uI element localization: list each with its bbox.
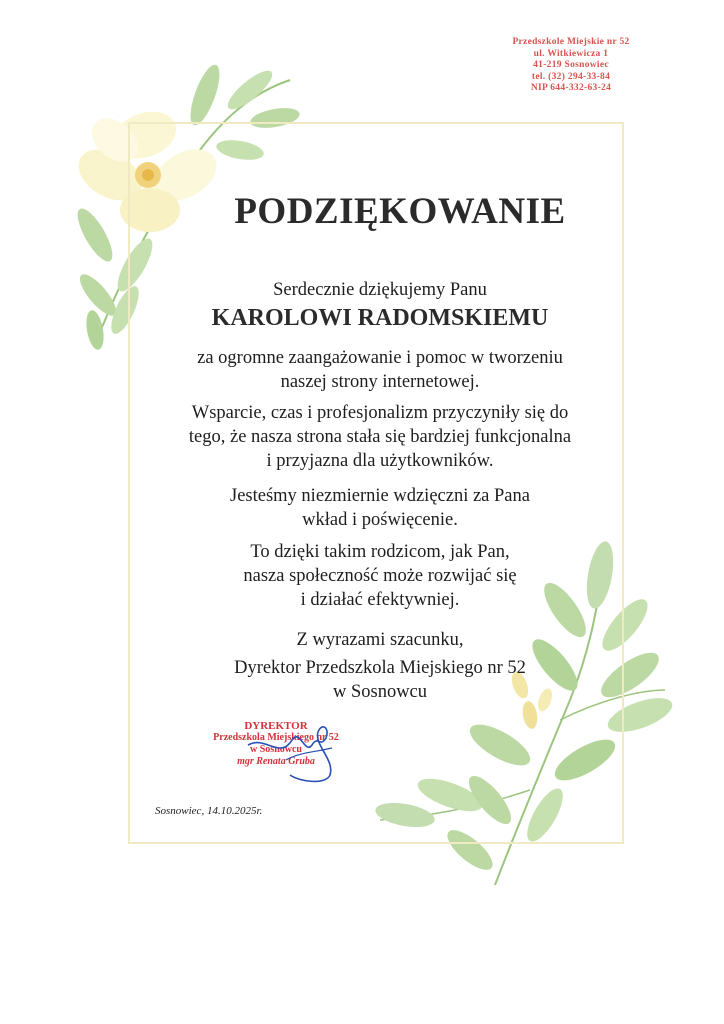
paragraph-line: za ogromne zaangażowanie i pomoc w tworzeniu: [197, 348, 563, 368]
stamp-role: DYREKTOR: [244, 720, 308, 732]
issue-date: Sosnowiec, 14.10.2025r.: [155, 805, 263, 817]
closing-line: Z wyrazami szacunku,: [296, 630, 464, 650]
paragraph-line: wkład i poświęcenie.: [302, 510, 458, 530]
signatory-line: Dyrektor Przedszkola Miejskiego nr 52: [234, 658, 526, 678]
stamp-line: NIP 644-332-63-24: [530, 83, 612, 93]
greeting: Serdecznie dziękujemy Panu: [273, 280, 487, 300]
stamp-institution: Przedszkola Miejskiego nr 52: [213, 732, 339, 743]
stamp-place: w Sosnowcu: [250, 744, 302, 755]
paragraph-line: nasza społeczność może rozwijać się: [243, 566, 517, 586]
stamp-name: mgr Renata Gruba: [237, 756, 315, 767]
paragraph-line: Wsparcie, czas i profesjonalizm przyczyniły się do: [191, 403, 569, 423]
page-title: PODZIĘKOWANIE: [234, 191, 566, 232]
paragraph-line: Jesteśmy niezmiernie wdzięczni za Pana: [230, 486, 530, 506]
recipient-name: KAROLOWI RADOMSKIEMU: [211, 305, 549, 331]
stamp-line: tel. (32) 294-33-84: [531, 71, 611, 82]
paragraph-line: i działać efektywniej.: [300, 590, 460, 610]
paragraph-line: i przyjazna dla użytkowników.: [266, 451, 494, 471]
stamp-line: 41-219 Sosnowiec: [533, 60, 609, 70]
stamp-line: Przedszkole Miejskie nr 52: [512, 37, 630, 47]
paragraph-line: tego, że nasza strona stała się bardziej funkcjonalna: [188, 427, 572, 447]
paragraph-line: naszej strony internetowej.: [280, 372, 480, 392]
signatory-line: w Sosnowcu: [332, 682, 428, 702]
stamp-line: ul. Witkiewicza 1: [533, 48, 609, 59]
paragraph-line: To dzięki takim rodzicom, jak Pan,: [250, 542, 510, 562]
